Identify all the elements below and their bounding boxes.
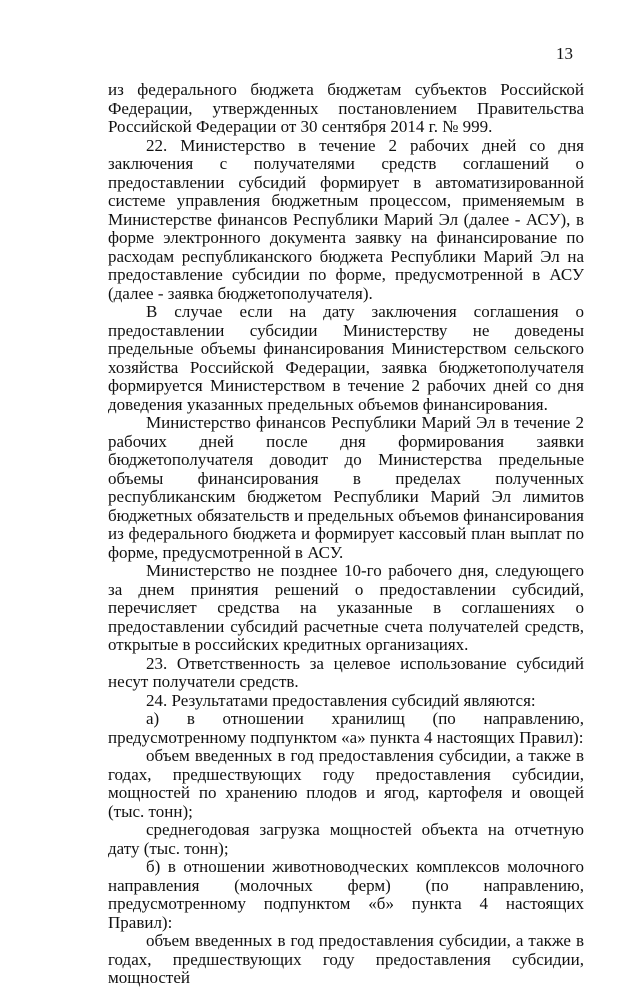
paragraph-22: 22. Министерство в течение 2 рабочих дней со дня заключения с получателями средств соглашений о предоставлении субсидий формирует в автоматизированной системе управления бюджетным процессом, применяемым в Министерстве финансов Республики Марий Эл (далее - АСУ), в форме электронного документа заявку на финансирование по расходам республиканского бюджета Республики Марий Эл на предоставление субсидии по форме, предусмотренной в АСУ (далее - заявка бюджетополучателя). <box>108 135 584 303</box>
paragraph-23: 23. Ответственность за целевое использование субсидий несут получатели средств. <box>108 653 584 691</box>
paragraph-22-case: В случае если на дату заключения соглашения о предоставлении субсидии Министерству не доведены предельные объемы финансирования Министерством сельского хозяйства Российской Федерации, заявка бюджетополучателя формируется Министерством в течение 2 рабочих дней со дня доведения указанных предельных объемов финансирования. <box>108 302 584 414</box>
paragraph-24-b: б) в отношении животноводческих комплексов молочного направления (молочных ферм) (по направлению, предусмотренному подпунктом «б» пункта 4 настоящих Правил): <box>108 857 584 932</box>
paragraph-24-a-load: среднегодовая загрузка мощностей объекта на отчетную дату (тыс. тонн); <box>108 820 584 858</box>
paragraph-continuation: из федерального бюджета бюджетам субъектов Российской Федерации, утвержденных постановлением Правительства Российской Федерации от 30 сентября 2014 г. № 999. <box>108 80 584 136</box>
paragraph-22-transfer: Министерство не позднее 10-го рабочего дня, следующего за днем принятия решений о предоставлении субсидий, перечисляет средства на указанные в соглашениях о предоставлении субсидий расчетные счета получателей средств, открытые в российских кредитных организациях. <box>108 561 584 654</box>
paragraph-24-b-volume: объем введенных в год предоставления субсидии, а также в годах, предшествующих году предоставления субсидии, мощностей <box>108 931 584 987</box>
document-body <box>108 81 584 988</box>
paragraph-24: 24. Результатами предоставления субсидий являются: <box>146 690 536 710</box>
page-number: 13 <box>556 44 573 63</box>
paragraph-24-a-volume: объем введенных в год предоставления субсидии, а также в годах, предшествующих году предоставления субсидии, мощностей по хранению плодов и ягод, картофеля и овощей (тыс. тонн); <box>108 746 584 821</box>
paragraph-22-minfin: Министерство финансов Республики Марий Эл в течение 2 рабочих дней после дня формирования заявки бюджетополучателя доводит до Министерства предельные объемы финансирования в пределах полученных республиканским бюджетом Республики Марий Эл лимитов бюджетных обязательств и предельных объемов финансирования из федерального бюджета и формирует кассовый план выплат по форме, предусмотренной в АСУ. <box>108 413 584 562</box>
paragraph-24-a: а) в отношении хранилищ (по направлению, предусмотренному подпунктом «а» пункта 4 настоящих Правил): <box>108 709 584 747</box>
